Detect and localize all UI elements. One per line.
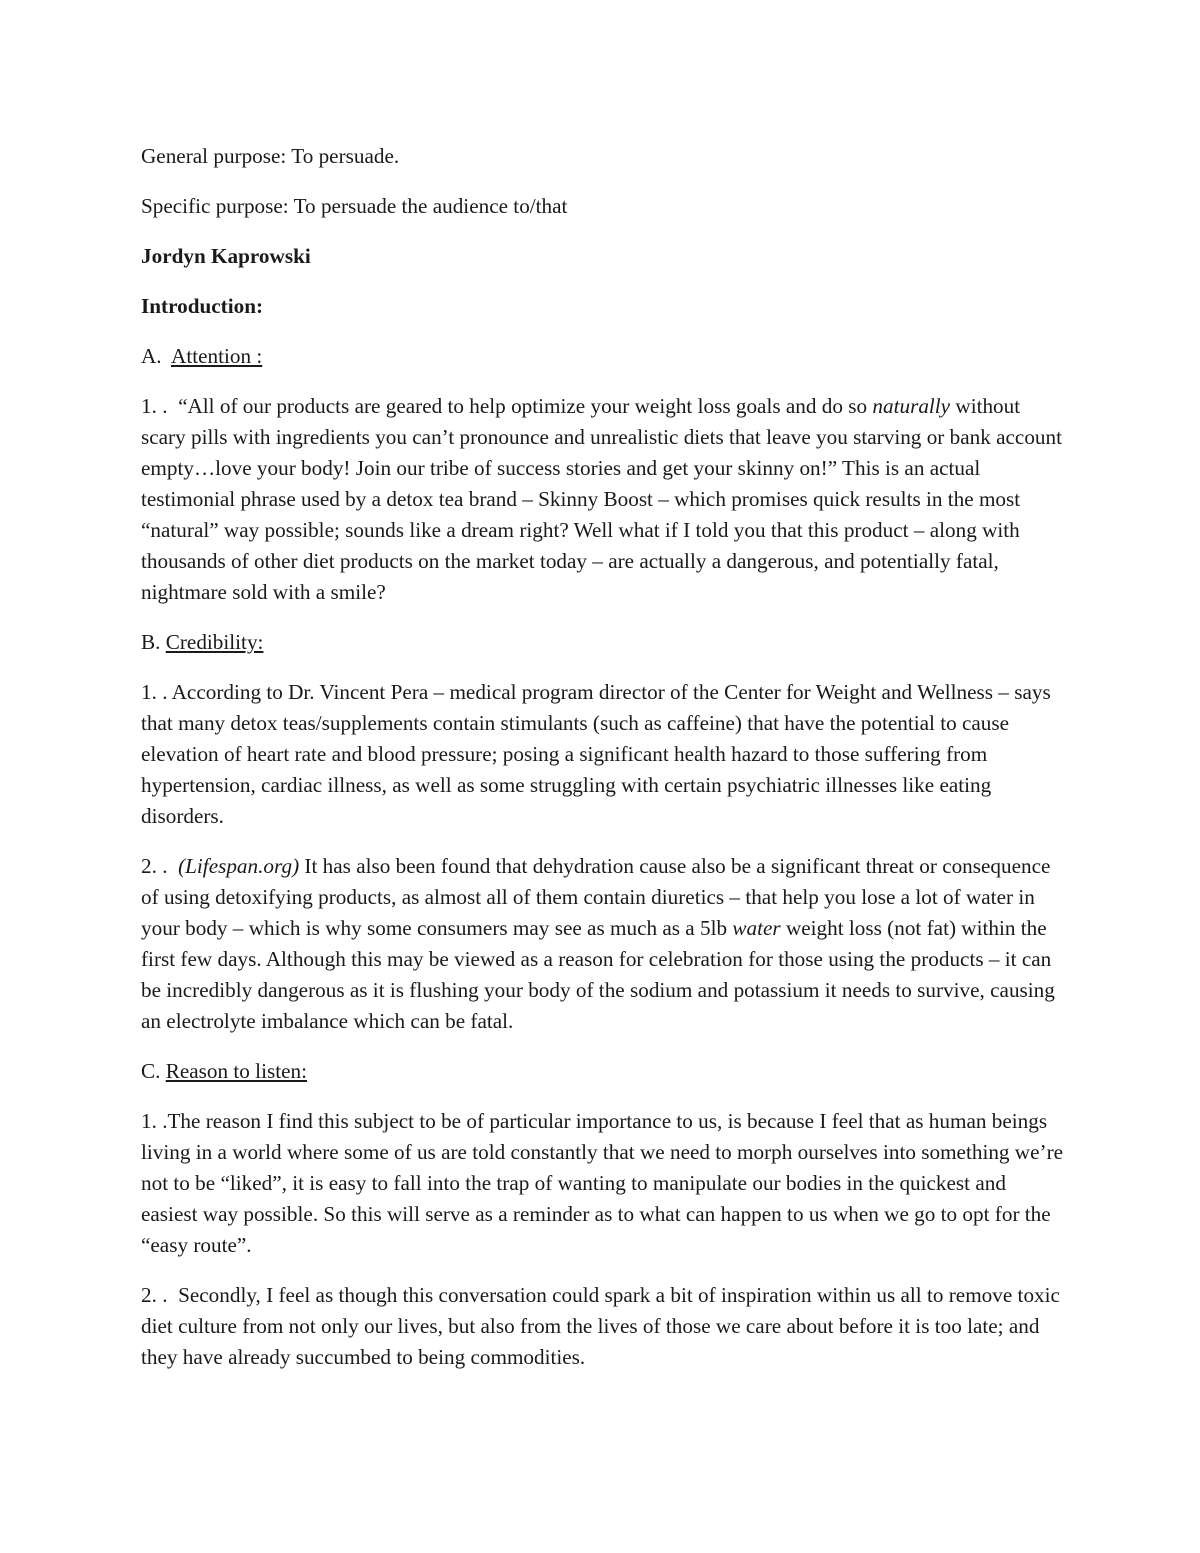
item-text-continued: without scary pills with ingredients you can’t pronounce and unrealistic diets that leave you starving or bank account empty…love your body! Join our tribe of success stories and get your skinny on!” This is an actual testimonial phrase used by a detox tea brand – Skinny Boost – which promises quick results in the most “natural” way possible; sounds like a dream right? Well what if I told you that this product – along with thousands of other diet products on the market today – are actually a dangerous, and potentially fatal, nightmare sold with a smile?: [141, 394, 1063, 604]
section-b-heading: [141, 627, 1066, 658]
item-emphasis: water: [732, 916, 781, 940]
section-b-item-2: [141, 851, 1066, 1037]
section-c-heading: [141, 1056, 1066, 1087]
item-number: 2. .: [141, 1283, 179, 1307]
item-text: “All of our products are geared to help optimize your weight loss goals and do so: [178, 394, 873, 418]
item-text: Secondly, I feel as though this conversation could spark a bit of inspiration within us all to remove toxic diet culture from not only our lives, but also from the lives of those we care about before it is too late; and they have already succumbed to being commodities.: [141, 1283, 1060, 1369]
document-body: [141, 141, 1066, 1392]
introduction-heading: Introduction:: [141, 294, 264, 318]
item-text-continued: weight loss (not fat) within the first few days. Although this may be viewed as a reason for celebration for those using the products – it can be incredibly dangerous as it is flushing your body of the sodium and potassium it needs to survive, causing an electrolyte imbalance which can be fatal.: [141, 916, 1055, 1033]
section-a-letter: A.: [141, 344, 172, 368]
item-text: The reason I find this subject to be of particular importance to us, is because I feel that as human beings living in a world where some of us are told constantly that we need to morph ourselves into something we’re not to be “liked”, it is easy to fall into the trap of wanting to manipulate our bodies in the quickest and easiest way possible. So this will serve as a reminder as to what can happen to us when we go to opt for the “easy route”.: [141, 1109, 1064, 1257]
section-c-title: Reason to listen:: [165, 1059, 307, 1083]
section-b-letter: B.: [141, 630, 166, 654]
item-source-citation: (Lifespan.org): [178, 854, 300, 878]
item-text: According to Dr. Vincent Pera – medical program director of the Center for Weight and Wellness – says that many detox teas/supplements contain stimulants (such as caffeine) that have the potential to cause elevation of heart rate and blood pressure; posing a significant health hazard to those suffering from hypertension, cardiac illness, as well as some struggling with certain psychiatric illnesses like eating disorders.: [141, 680, 1051, 828]
section-a-item-1: [141, 391, 1066, 608]
general-purpose-line: General purpose: To persuade.: [141, 144, 400, 168]
section-c-letter: C.: [141, 1059, 166, 1083]
section-a-heading: [141, 341, 1066, 372]
author-name: Jordyn Kaprowski: [141, 244, 311, 268]
section-b-title: Credibility:: [165, 630, 264, 654]
item-number: 1. .: [141, 394, 179, 418]
item-text: It has also been found that dehydration cause also be a significant threat or consequence of using detoxifying products, as almost all of them contain diuretics – that help you lose a lot of water in your body – which is why some consumers may see as much as a 5lb: [141, 854, 1051, 940]
item-number: 1. .: [141, 680, 172, 704]
section-c-item-1: [141, 1106, 1066, 1261]
section-b-item-1: [141, 677, 1066, 832]
specific-purpose-line: Specific purpose: To persuade the audience to/that: [141, 194, 568, 218]
section-a-title: Attention :: [171, 344, 263, 368]
item-emphasis: naturally: [872, 394, 951, 418]
section-c-item-2: [141, 1280, 1066, 1373]
item-number: 1. .: [141, 1109, 168, 1133]
item-number: 2. .: [141, 854, 179, 878]
